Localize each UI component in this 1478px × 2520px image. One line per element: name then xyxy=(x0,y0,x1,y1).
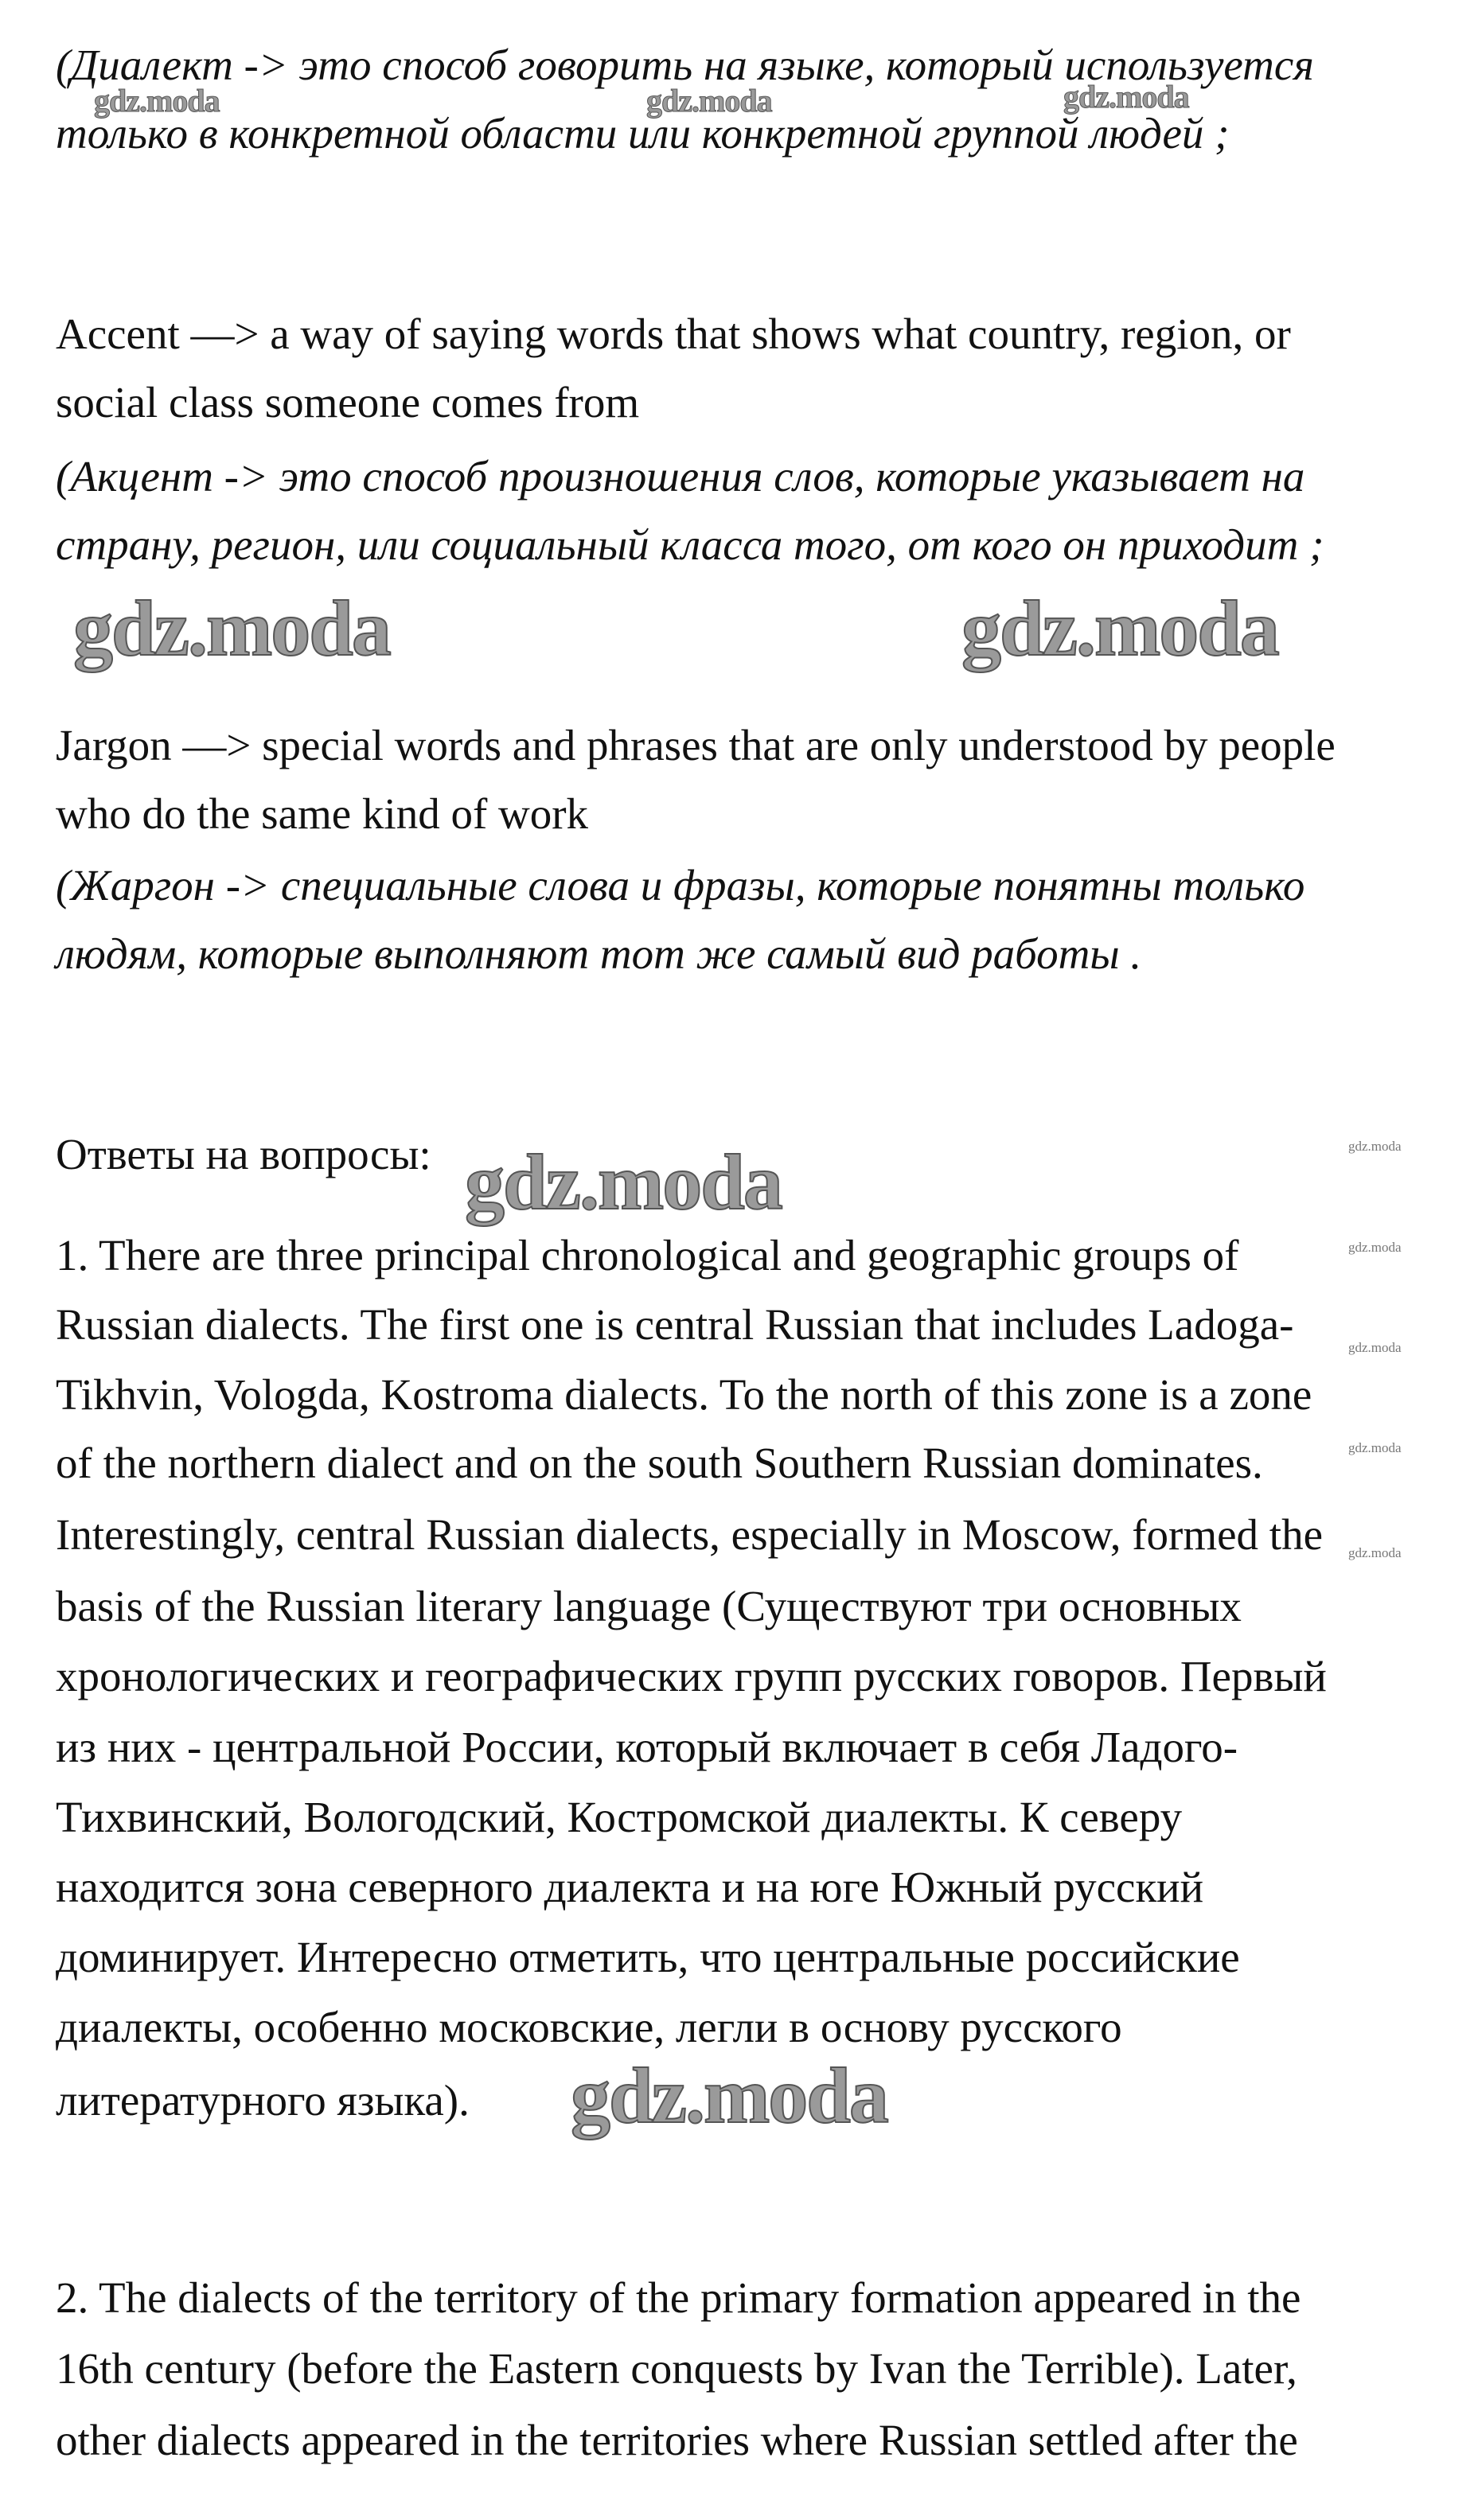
answer-1-line: Tikhvin, Vologda, Kostroma dialects. To the north of this zone is a zone xyxy=(56,1370,1312,1419)
answer-1-line: basis of the Russian literary language (Существуют три основных xyxy=(56,1582,1242,1630)
watermark: gdz.moda xyxy=(1348,1139,1402,1154)
answer-2-line: other dialects appeared in the territories where Russian settled after the xyxy=(56,2416,1298,2464)
answer-1-line: хронологических и географических групп русских говоров. Первый xyxy=(56,1652,1327,1700)
watermark: gdz.moda xyxy=(646,83,772,119)
jargon-definition-line: Jargon —> special words and phrases that are only understood by people xyxy=(56,721,1336,769)
answer-1-line: из них - центральной России, который включает в себя Ладого- xyxy=(56,1723,1238,1771)
watermark: gdz.moda xyxy=(1348,1440,1402,1455)
answer-2-line: 2. The dialects of the territory of the primary formation appeared in the xyxy=(56,2273,1301,2322)
accent-ru-line: (Акцент -> это способ произношения слов, которые указывает на xyxy=(56,452,1305,500)
watermark: gdz.moda xyxy=(1063,79,1189,115)
answer-1-line: литературного языка). xyxy=(56,2076,470,2125)
answer-1-line: Тихвинский, Вологодский, Костромской диалекты. К северу xyxy=(56,1793,1183,1841)
accent-definition-line: social class someone comes from xyxy=(56,378,640,426)
watermark: gdz.moda xyxy=(1348,1240,1402,1255)
watermark: gdz.moda xyxy=(94,83,220,119)
answer-1-line: диалекты, особенно московские, легли в основу русского xyxy=(56,2003,1122,2051)
dialect-ru-line: только в конкретной области или конкретной группой людей ; xyxy=(56,109,1230,158)
watermark: gdz.moda xyxy=(961,584,1278,672)
watermark: gdz.moda xyxy=(465,1138,782,1226)
jargon-ru-line: людям, которые выполняют тот же самый вид работы . xyxy=(56,929,1142,978)
answers-heading: Ответы на вопросы: xyxy=(56,1130,431,1178)
watermark: gdz.moda xyxy=(571,2051,887,2140)
answer-1-line: Interestingly, central Russian dialects, especially in Moscow, formed the xyxy=(56,1510,1323,1559)
watermark: gdz.moda xyxy=(1348,1340,1402,1355)
accent-definition-line: Accent —> a way of saying words that shows what country, region, or xyxy=(56,310,1291,358)
answer-1-line: Russian dialects. The first one is central Russian that includes Ladoga- xyxy=(56,1300,1294,1349)
watermark: gdz.moda xyxy=(73,584,390,672)
answer-1-line: доминирует. Интересно отметить, что центральные российские xyxy=(56,1933,1240,1981)
accent-ru-line: страну, регион, или социальный класса того, от кого он приходит ; xyxy=(56,520,1324,569)
answer-2-line: 16th century (before the Eastern conquests by Ivan the Terrible). Later, xyxy=(56,2344,1297,2393)
answer-1-line: 1. There are three principal chronological and geographic groups of xyxy=(56,1231,1239,1279)
answer-1-line: находится зона северного диалекта и на юге Южный русский xyxy=(56,1863,1204,1911)
jargon-definition-line: who do the same kind of work xyxy=(56,789,589,838)
dialect-ru-line: (Диалект -> это способ говорить на языке, который используется xyxy=(56,41,1314,89)
answer-1-line: of the northern dialect and on the south Southern Russian dominates. xyxy=(56,1439,1263,1487)
watermark: gdz.moda xyxy=(1348,1545,1402,1560)
jargon-ru-line: (Жаргон -> специальные слова и фразы, которые понятны только xyxy=(56,861,1305,909)
